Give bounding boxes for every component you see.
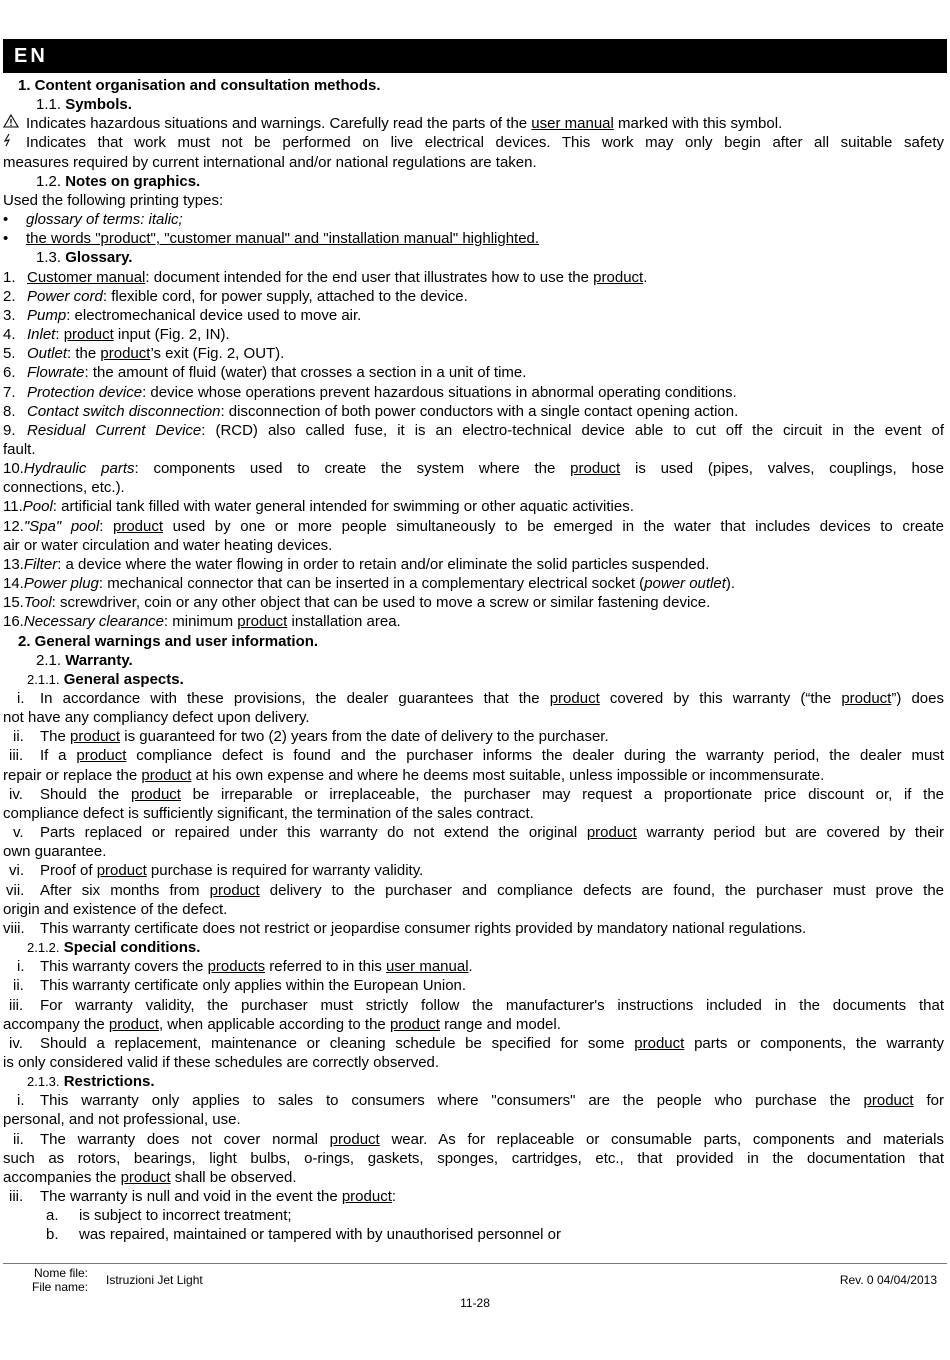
warranty-item-cont: origin and existence of the defect. — [3, 900, 228, 918]
glossary-item: 12. "Spa" pool: product used by one or more people simultaneously to be emerged in the water that includes devices to create — [3, 517, 945, 535]
glossary-item: 15.Tool: screwdriver, coin or any other object that can be used to move a screw or similar fastening device. — [3, 594, 711, 612]
warranty-item-cont: own guarantee. — [3, 843, 107, 861]
glossary-item: 7. Protection device: device whose operations prevent hazardous situations in abnormal operating conditions. — [3, 383, 737, 401]
glossary-item-cont: air or water circulation and water heating devices. — [3, 536, 333, 554]
page-number: 11-28 — [460, 1296, 490, 1310]
subsubsection-heading: 2.1.1. General aspects. — [27, 670, 184, 688]
warranty-item: i. This warranty only applies to sales to consumers where "consumers" are the people who purchase the product for — [17, 1092, 944, 1110]
glossary-item: 4. Inlet: product input (Fig. 2, IN). — [3, 326, 230, 344]
glossary-item: 9. Residual Current Device: (RCD) also called fuse, it is an electro-technical device able to cut off the circuit in the event of — [3, 421, 944, 439]
warranty-item: viii. This warranty certificate does not restrict or jeopardise consumer rights provided by mandatory national regulations. — [3, 919, 807, 937]
warranty-item-cont: is only considered valid if these schedules are correctly observed. — [3, 1053, 440, 1071]
document-body — [3, 76, 944, 1245]
warranty-item-cont: repair or replace the product at his own expense and where he deems most suitable, unless impossible or incommensurate. — [3, 766, 825, 784]
lightning-icon — [3, 133, 26, 152]
bullet-item: • glossary of terms: italic; — [3, 211, 183, 229]
glossary-item: 2. Power cord: flexible cord, for power supply, attached to the device. — [3, 287, 468, 305]
footer-label-it: Nome file: — [34, 1266, 89, 1280]
warranty-item: iv. Should the product be irreparable or irreplaceable, the purchaser may request a proportionate price discount or, if the — [9, 785, 945, 803]
warranty-item: i. This warranty covers the products referred to in this user manual. — [17, 958, 473, 976]
glossary-item: 8. Contact switch disconnection: disconnection of both power conductors with a single contact opening action. — [3, 402, 739, 420]
warranty-item: ii. This warranty certificate only applies within the European Union. — [13, 977, 467, 995]
glossary-item-cont: connections, etc.). — [3, 479, 125, 497]
warranty-item: vii. After six months from product delivery to the purchaser and compliance defects are found, the purchaser must prove the — [6, 881, 945, 899]
warranty-item: iv. Should a replacement, maintenance or cleaning schedule be specified for some product parts or components, the warranty — [9, 1034, 945, 1052]
glossary-item: 6. Flowrate: the amount of fluid (water) that crosses a section in a unit of time. — [3, 364, 527, 382]
language-tag — [6, 39, 63, 73]
glossary-item: 14.Power plug: mechanical connector that can be inserted in a complementary electrical socket (power outlet). — [3, 575, 736, 593]
warranty-item: ii. The product is guaranteed for two (2) years from the date of delivery to the purchaser. — [13, 728, 609, 746]
warranty-item-cont: such as rotors, bearings, light bulbs, o-rings, gaskets, sponges, cartridges, etc., that provided in the documentation that — [3, 1149, 944, 1167]
footer-label-en: File name: — [32, 1280, 89, 1294]
subsection-heading: 1.1. Symbols. — [36, 96, 132, 114]
warranty-item-cont: personal, and not professional, use. — [3, 1111, 241, 1129]
section-heading: 1. Content organisation and consultation methods. — [18, 77, 381, 94]
warranty-item: iii. For warranty validity, the purchaser must strictly follow the manufacturer's instructions included in the documents that — [9, 996, 944, 1014]
term-link: user manual — [531, 115, 614, 133]
warranty-item: iii. The warranty is null and void in the event the product: — [9, 1188, 397, 1206]
warning-triangle-icon — [3, 114, 26, 133]
glossary-item: 13.Filter: a device where the water flowing in order to retain and/or eliminate the solid particles suspended. — [3, 555, 710, 573]
bullet-item: • the words "product", "customer manual" and "installation manual" highlighted. — [3, 230, 540, 248]
warranty-item-cont: compliance defect is sufficiently significant, the termination of the sales contract. — [3, 804, 534, 822]
subsubsection-heading: 2.1.2. Special conditions. — [27, 939, 201, 957]
warranty-item-cont: not have any compliancy defect upon delivery. — [3, 709, 310, 727]
sub-item: a. is subject to incorrect treatment; — [46, 1207, 292, 1225]
bullet-icon: • — [3, 211, 9, 229]
language-code: EN — [8, 41, 61, 71]
electric-symbol-line: Indicates that work must not be performed on live electrical devices. This work may only begin after all suitable safety — [3, 133, 944, 152]
warranty-item: iii. If a product compliance defect is found and the purchaser informs the dealer during the warranty period, the dealer must — [9, 747, 944, 765]
footer-file-labels — [32, 1266, 88, 1294]
section-heading: 2. General warnings and user information. — [18, 632, 319, 650]
warranty-item: v. Parts replaced or repaired under this warranty do not extend the original product warranty period but are covered by their — [13, 824, 945, 842]
warranty-item: i. In accordance with these provisions, the dealer guarantees that the product covered by this warranty (“the product”) does — [17, 690, 944, 707]
warranty-item: ii. The warranty does not cover normal product wear. As for replaceable or consumable parts, components and materials — [13, 1130, 944, 1148]
footer-filename: Istruzioni Jet Light — [106, 1273, 203, 1287]
footer-revision: Rev. 0 04/04/2013 — [839, 1273, 937, 1287]
footer-divider — [3, 1263, 947, 1264]
language-banner — [3, 39, 947, 73]
glossary-item: 16.Necessary clearance: minimum product installation area. — [3, 613, 401, 631]
sub-item: b. was repaired, maintained or tampered with by unauthorised personnel or — [46, 1226, 561, 1244]
glossary-item: 11.Pool: artificial tank filled with water general intended for swimming or other aquatic activities. — [3, 498, 634, 516]
glossary-item-cont: fault. — [3, 440, 36, 458]
paragraph: measures required by current international and/or national regulations are taken. — [3, 153, 537, 171]
subsection-heading: 1.3. Glossary. — [36, 249, 133, 267]
glossary-item: 1. Customer manual: document intended for the end user that illustrates how to use the product. — [3, 268, 648, 286]
paragraph: Used the following printing types: — [3, 191, 224, 209]
warranty-item: vi. Proof of product purchase is required for warranty validity. — [9, 862, 424, 880]
subsection-heading: 1.2. Notes on graphics. — [36, 172, 201, 190]
subsection-heading: 2.1. Warranty. — [36, 651, 133, 669]
subsubsection-heading: 2.1.3. Restrictions. — [27, 1073, 155, 1091]
glossary-item: 3. Pump: electromechanical device used to move air. — [3, 306, 362, 324]
bullet-icon: • — [3, 230, 9, 248]
glossary-item: 5. Outlet: the product’s exit (Fig. 2, OUT). — [3, 345, 285, 363]
glossary-item: 10. Hydraulic parts: components used to create the system where the product is used (pipes, valves, couplings, hose — [3, 460, 944, 478]
warranty-item-cont: accompany the product, when applicable according to the product range and model. — [3, 1015, 561, 1033]
warning-symbol-line: Indicates hazardous situations and warnings. Carefully read the parts of the user manual marked with this symbol. — [3, 114, 944, 133]
warranty-item-cont: accompanies the product shall be observed. — [3, 1168, 297, 1186]
